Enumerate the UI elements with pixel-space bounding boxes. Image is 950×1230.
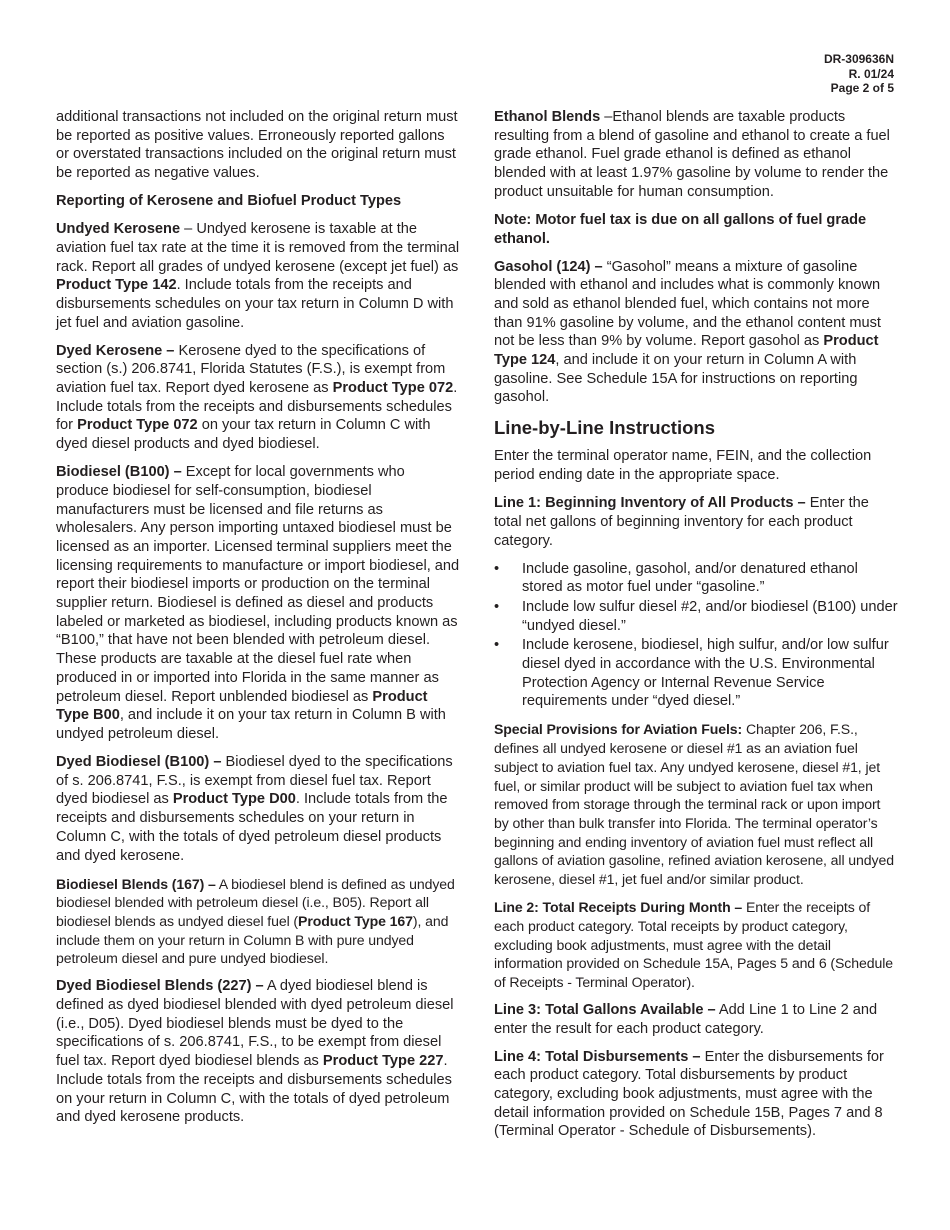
text: “Gasohol” means a mixture of gasoline blended with ethanol and includes what is commonly known and sold as ethanol blended fuel, which contains not more than 91% gasoline by volume, and the ethanol content must not be less than 9% by volume. Report gasohol as xyxy=(494,258,881,350)
text: Biodiesel dyed to the specifications of s. 206.8741, F.S., is exempt from diesel fuel tax. Report dyed biodiesel as xyxy=(56,753,453,808)
text: Kerosene dyed to the specifications of section (s.) 206.8741, Florida Statutes (F.S.), is exempt from aviation fuel tax. Report dyed kerosene as xyxy=(56,342,446,397)
undyed-kerosene-paragraph xyxy=(56,220,460,332)
product-type: Product Type B00 xyxy=(56,688,428,724)
list-item xyxy=(494,598,898,635)
line-3-paragraph xyxy=(494,1001,898,1038)
text: . Include totals from the receipts and disbursements schedules on your return in Column C, with the totals of dyed petroleum diesel products and dyed kerosene. xyxy=(56,791,448,864)
left-column xyxy=(56,108,460,1136)
product-type: Product Type 124 xyxy=(494,333,879,369)
term: Undyed Kerosene xyxy=(56,221,181,238)
line-2-paragraph xyxy=(494,898,898,992)
product-type: Product Type 227 xyxy=(322,1053,444,1070)
biodiesel-paragraph xyxy=(56,463,460,744)
right-column xyxy=(494,108,898,1150)
text: A biodiesel blend is defined as undyed biodiesel blended with petroleum diesel (i.e., B05). Report all biodiesel blends as undyed diesel fuel ( xyxy=(56,875,455,929)
term: Gasohol (124) – xyxy=(494,258,603,275)
text: . Include totals from the receipts and disbursements schedules on your tax return in Column D with jet fuel and aviation gasoline. xyxy=(56,277,454,331)
line-intro-paragraph: Enter the terminal operator name, FEIN, and the collection period ending date in the appropriate space. xyxy=(494,448,872,484)
dyed-kerosene-paragraph xyxy=(56,342,460,454)
list-item-text: Include low sulfur diesel #2, and/or biodiesel (B100) under “undyed diesel.” xyxy=(522,598,898,634)
list-item-text: Include kerosene, biodiesel, high sulfur, and/or low sulfur diesel dyed in accordance with the U.S. Environmental Protection Agency or Internal Revenue Service requirements under “dyed diesel.” xyxy=(522,637,889,710)
dyed-biodiesel-paragraph xyxy=(56,753,460,865)
text: A dyed biodiesel blend is defined as dyed biodiesel blended with dyed petroleum diesel (i.e., D05). Dyed biodiesel blends must be dyed to the specifications of s. 206.8741, F.S., to be exempt from diesel fuel tax. Report dyed biodiesel blends as xyxy=(56,978,454,1070)
text: ), and include them on your return in Column B with pure undyed petroleum diesel and pure undyed biodiesel. xyxy=(56,912,449,967)
product-type: Product Type 072 xyxy=(77,417,198,434)
text: Chapter 206, F.S., defines all undyed kerosene or diesel #1 as an aviation fuel subject to aviation fuel tax. Any undyed kerosene, diesel #1, jet fuel, or similar product will be subject to aviation fuel tax when removed from storage through the terminal rack or upon import by other than bulk transfer into Florida. The terminal operator’s beginning and ending inventory of aviation fuel must reflect all gallons of aviation gasoline, refined aviation kerosene, all undyed kerosene, diesel #1, jet fuel and/or similar product. xyxy=(494,721,894,888)
text: – Undyed kerosene is taxable at the aviation fuel tax rate at the time it is removed from the terminal rack. Report all grades of undyed kerosene (except jet fuel) as xyxy=(56,221,460,275)
list-item xyxy=(494,636,898,711)
term: Dyed Biodiesel (B100) – xyxy=(56,753,222,770)
text: , and include it on your return in Column A with gasoline. See Schedule 15A for instructions on reporting gasohol. xyxy=(494,352,858,406)
term: Biodiesel (B100) – xyxy=(56,464,182,481)
text: . Include totals from the receipts and disbursements schedules on your return in Column C, with the totals of dyed petroleum and dyed kerosene products. xyxy=(56,1053,452,1126)
line-1-paragraph xyxy=(494,494,898,550)
term: Line 1: Beginning Inventory of All Products – xyxy=(494,495,806,512)
text: Enter the receipts of each product category. Total receipts by product category, excluding book adjustments, must agree with the detail information provided on Schedule 15A, Pages 5 and 6 (Schedule of Receipts - Terminal Operator). xyxy=(494,899,893,990)
text: Enter the total net gallons of beginning inventory for each product category. xyxy=(494,495,869,549)
text: Add Line 1 to Line 2 and enter the result for each product category. xyxy=(494,1001,878,1037)
term: Line 4: Total Disbursements – xyxy=(494,1048,701,1065)
term: Special Provisions for Aviation Fuels: xyxy=(494,721,743,738)
list-item xyxy=(494,560,898,597)
biodiesel-blends-paragraph xyxy=(56,875,460,969)
section-heading-kerosene-biofuel: Reporting of Kerosene and Biofuel Product Types xyxy=(56,193,402,210)
special-provisions-paragraph xyxy=(494,720,898,888)
product-type: Product Type D00 xyxy=(172,791,296,808)
term: Line 3: Total Gallons Available – xyxy=(494,1001,716,1018)
text: on your tax return in Column C with dyed diesel products and dyed biodiesel. xyxy=(56,417,431,453)
text: , and include it on your tax return in Column B with undyed petroleum diesel. xyxy=(56,707,446,742)
term: Ethanol Blends xyxy=(494,109,601,125)
intro-paragraph: additional transactions not included on the original return must be reported as positive values. Erroneously reported gallons or overstated transactions included on the original return must be reported as negative values. xyxy=(56,109,458,182)
ethanol-blends-paragraph xyxy=(494,108,898,202)
product-type: Product Type 142 xyxy=(56,277,177,294)
motor-fuel-tax-note: Note: Motor fuel tax is due on all gallons of fuel grade ethanol. xyxy=(494,211,867,247)
form-header xyxy=(824,52,894,96)
term: Dyed Kerosene – xyxy=(56,342,175,359)
term: Dyed Biodiesel Blends (227) – xyxy=(56,978,264,995)
text: Except for local governments who produce biodiesel for self-consumption, biodiesel manufacturers must be licensed and file returns as wholesalers. Any person importing untaxed biodiesel must be licensed as an importer. Licensed terminal suppliers meet the licensing requirements to manufacture or import biodiesel, and report their biodiesel imports or production on the terminal supplier return. Biodiesel is defined as diesel and products labeled or marketed as biodiesel, including products known as “B100,” that have not been blended with petroleum diesel. These products are taxable at the diesel fuel rate when produced in or imported into Florida in the same manner as petroleum diesel. Report unblended biodiesel as xyxy=(56,464,460,705)
bullet-icon: • xyxy=(494,637,500,654)
product-type: Product Type 072 xyxy=(332,380,454,397)
product-type: Product Type 167 xyxy=(298,912,413,929)
inventory-bullet-list xyxy=(494,560,898,712)
page-indicator: Page 2 of 5 xyxy=(830,81,894,95)
bullet-icon: • xyxy=(494,598,500,615)
bullet-icon: • xyxy=(494,560,500,577)
text: Enter the disbursements for each product category. Total disbursements by product category, excluding book adjustments, must agree with the detail information provided on Schedule 15B, Pages 7 and 8 (Terminal Operator - Schedule of Disbursements). xyxy=(494,1048,884,1140)
term: Line 2: Total Receipts During Month – xyxy=(494,899,743,916)
text: . Include totals from the receipts and disbursements schedules for xyxy=(56,380,458,434)
list-item-text: Include gasoline, gasohol, and/or denatured ethanol stored as motor fuel under “gasoline.” xyxy=(522,560,858,596)
form-number: DR-309636N xyxy=(823,52,894,66)
gasohol-paragraph xyxy=(494,258,898,408)
line-4-paragraph xyxy=(494,1048,898,1142)
term: Biodiesel Blends (167) – xyxy=(56,875,216,892)
text: –Ethanol blends are taxable products resulting from a blend of gasoline and ethanol to create a fuel grade ethanol. Fuel grade ethanol is defined as ethanol blended with at least 1.97% gasoline by volume to render the product unsuitable for human consumption. xyxy=(494,109,890,200)
revision-date: R. 01/24 xyxy=(848,66,894,81)
dyed-biodiesel-blends-paragraph xyxy=(56,977,460,1127)
line-by-line-heading: Line-by-Line Instructions xyxy=(494,417,715,439)
